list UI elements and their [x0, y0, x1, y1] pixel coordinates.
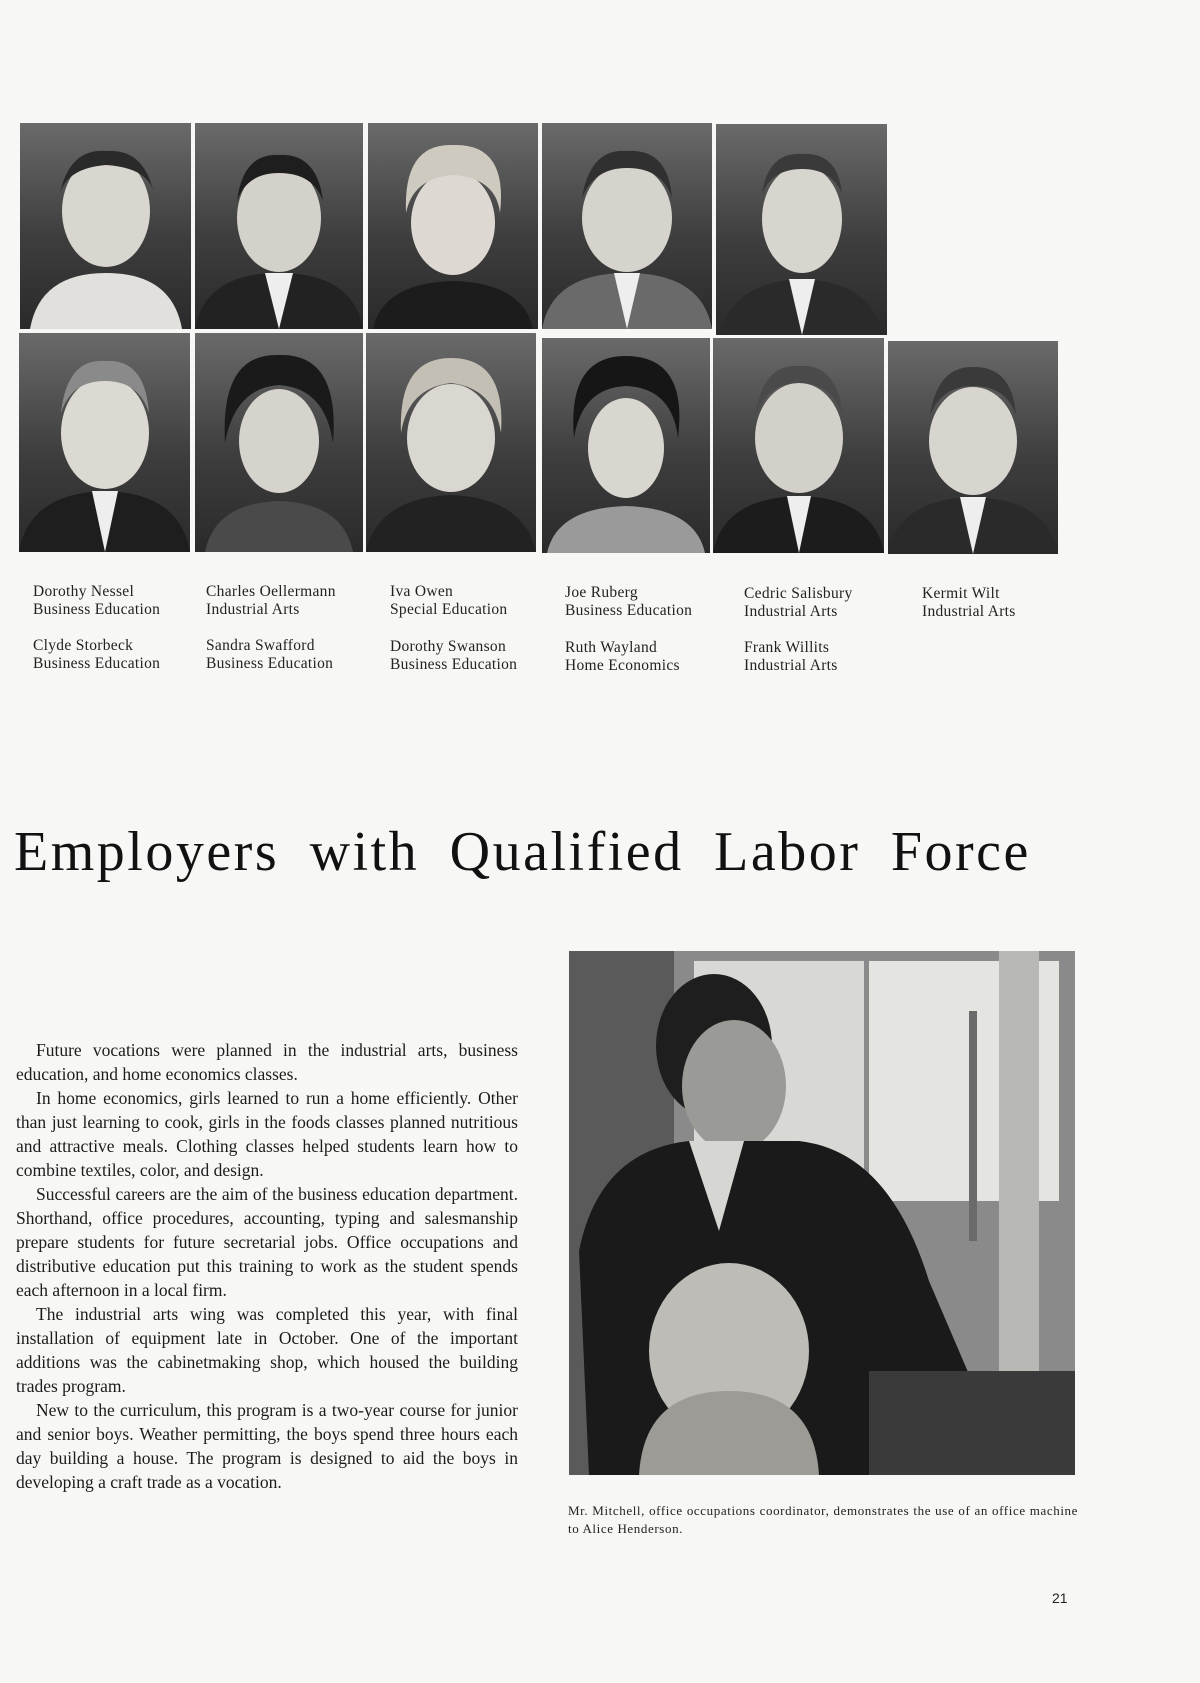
faculty-caption: [565, 584, 740, 620]
faculty-department: Special Education: [390, 601, 508, 618]
faculty-department: Industrial Arts: [206, 601, 300, 618]
portrait-photo: [542, 338, 710, 553]
faculty-name: Joe Ruberg: [565, 584, 638, 601]
faculty-caption: [565, 639, 740, 675]
portrait-photo: [542, 123, 712, 329]
page-headline: Employers with Qualified Labor Force: [14, 821, 1031, 883]
faculty-caption: [922, 585, 1097, 621]
body-paragraph: New to the curriculum, this program is a two-year course for junior and senior boys. Weather permitting, the boys spend three hours each day building a house. The program is designed to aid the boys in developing a craft trade as a vocation.: [16, 1400, 518, 1492]
faculty-department: Industrial Arts: [922, 603, 1016, 620]
portrait-photo: [713, 338, 884, 553]
article-body: [16, 1038, 518, 1494]
feature-photo: [569, 951, 1075, 1475]
faculty-name: Charles Oellermann: [206, 583, 336, 600]
faculty-department: Business Education: [33, 655, 161, 672]
portrait-photo: [195, 333, 363, 552]
photo-caption: Mr. Mitchell, office occupations coordinator, demonstrates the use of an office machine to Alice Henderson.: [568, 1503, 1078, 1536]
faculty-name: Frank Willits: [744, 639, 830, 656]
faculty-department: Industrial Arts: [744, 657, 838, 674]
faculty-department: Business Education: [206, 655, 334, 672]
body-paragraph: Future vocations were planned in the industrial arts, business education, and home economics classes.: [16, 1040, 518, 1084]
body-paragraph: Successful careers are the aim of the business education department. Shorthand, office procedures, accounting, typing and salesmanship prepare students for future secretarial jobs. Office occupations and distributive education put this training to work as the student spends each afternoon in a local firm.: [16, 1184, 518, 1300]
faculty-department: Home Economics: [565, 657, 680, 674]
faculty-caption: [390, 583, 565, 619]
portrait-photo: [888, 341, 1058, 554]
page-number: 21: [1052, 1590, 1068, 1606]
faculty-department: Business Education: [33, 601, 161, 618]
faculty-name: Clyde Storbeck: [33, 637, 134, 654]
faculty-name: Sandra Swafford: [206, 637, 315, 654]
faculty-caption: [206, 637, 381, 673]
faculty-name: Dorothy Nessel: [33, 583, 135, 600]
faculty-caption: [390, 638, 565, 674]
body-paragraph: The industrial arts wing was completed this year, with final installation of equipment late in October. One of the important additions was the cabinetmaking shop, which housed the building trades program.: [16, 1304, 518, 1396]
portrait-photo: [20, 123, 191, 329]
faculty-name: Kermit Wilt: [922, 585, 1000, 602]
portrait-photo: [716, 124, 887, 335]
faculty-department: Industrial Arts: [744, 603, 838, 620]
faculty-caption: [206, 583, 381, 619]
faculty-caption: [744, 585, 919, 621]
faculty-name: Iva Owen: [390, 583, 454, 600]
faculty-name: Ruth Wayland: [565, 639, 658, 656]
portrait-photo: [368, 123, 538, 329]
faculty-name: Cedric Salisbury: [744, 585, 853, 602]
faculty-department: Business Education: [390, 656, 518, 673]
portrait-photo: [366, 333, 536, 552]
faculty-name: Dorothy Swanson: [390, 638, 507, 655]
body-paragraph: In home economics, girls learned to run a home efficiently. Other than just learning to cook, girls in the foods classes planned nutritious and attractive meals. Clothing classes helped students learn how to combine textiles, color, and design.: [16, 1088, 518, 1180]
faculty-caption: [33, 637, 208, 673]
faculty-department: Business Education: [565, 602, 693, 619]
faculty-caption: [33, 583, 208, 619]
portrait-photo: [195, 123, 363, 329]
portrait-photo: [19, 333, 190, 552]
faculty-caption: [744, 639, 919, 675]
